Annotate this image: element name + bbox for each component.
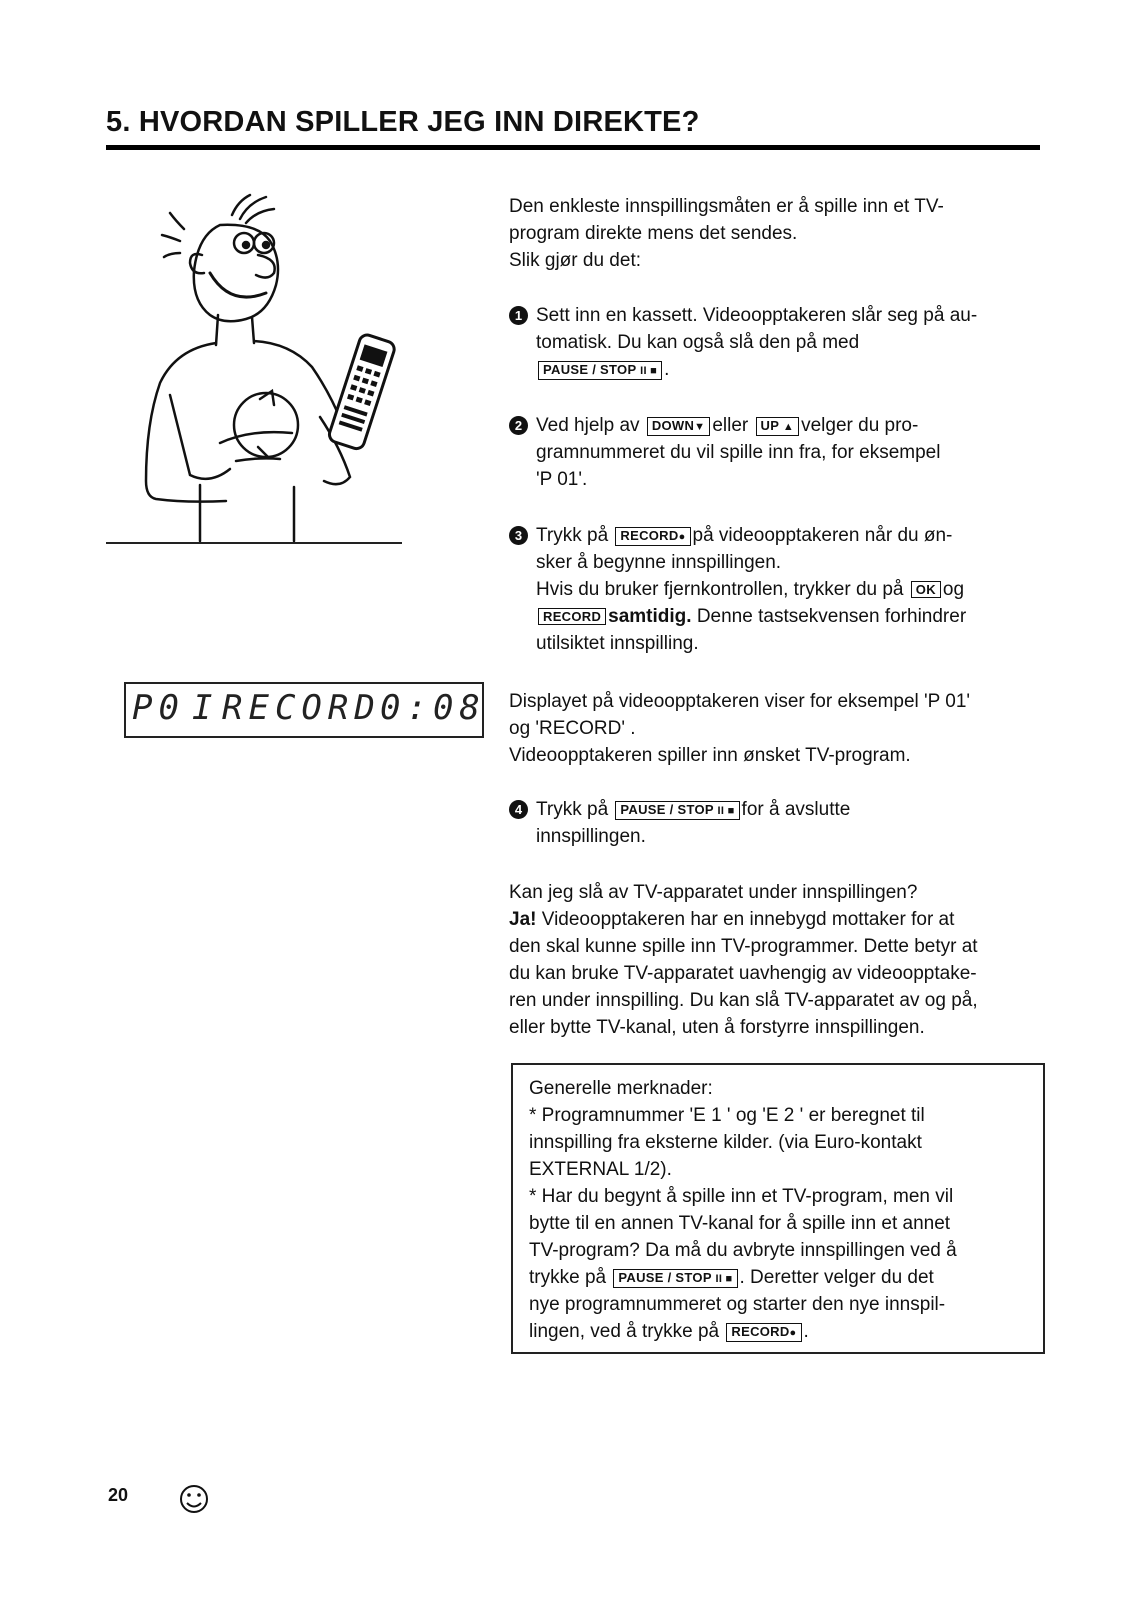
- shirt-logo: [234, 393, 298, 457]
- record-key: RECORD●: [726, 1323, 801, 1342]
- step-number: 3: [509, 526, 528, 545]
- step-number: 1: [509, 306, 528, 325]
- illustration-baseline: [106, 542, 402, 544]
- pause-stop-key: PAUSE / STOP II ■: [538, 361, 662, 380]
- display-channel: P0: [132, 688, 185, 728]
- page-number: 20: [108, 1485, 129, 1505]
- pause-stop-key: PAUSE / STOP II ■: [615, 801, 739, 820]
- display-word: RECORD: [222, 688, 381, 728]
- step-1: 1 Sett inn en kassett. Videoopptakeren slår seg på au- tomatisk. Du kan også slå den på med PAUSE / STOP II ■ .: [509, 302, 977, 383]
- title-rule: [106, 145, 1040, 150]
- qa-section: Kan jeg slå av TV-apparatet under innspillingen? Ja! Videoopptakeren har en innebygd mottaker for at den skal kunne spille inn TV-programmer. Dette betyr at du kan bruke TV-apparatet uavhengig av videoopptake- ren under innspilling. Du kan slå TV-apparatet av og på, eller bytte TV-kanal, uten å forstyrre innspillingen.: [509, 882, 978, 1038]
- step-4: 4 Trykk på PAUSE / STOP II ■ for å avslutte innspillingen.: [509, 796, 850, 850]
- display-explanation: Displayet på videoopptakeren viser for eksempel 'P 01' og 'RECORD' . Videoopptakeren spiller inn ønsket TV-program.: [509, 691, 971, 766]
- record-key: RECORD●: [615, 527, 690, 546]
- motion-lines: [162, 213, 184, 257]
- remote-control: [327, 333, 396, 451]
- general-notes-box: Generelle merknader: * Programnummer 'E 1 ' og 'E 2 ' er beregnet til innspilling fra eksterne kilder. (via Euro-kontakt EXTERNAL 1/2). * Har du begynt å spille inn et TV-program, men vil bytte til en annen TV-kanal for å spille inn et annet TV-program? Da må du avbryte innspillingen ved å trykke på PAUSE / STOP II ■ . Deretter velger du det nye programnummeret og starter den nye innspil- lingen, ved å trykke på RECORD● .: [511, 1063, 1045, 1354]
- page-title: 5. HVORDAN SPILLER JEG INN DIREKTE?: [106, 106, 700, 138]
- intro-text: Den enkleste innspillingsmåten er å spille inn et TV- program direkte mens det sendes. Slik gjør du det:: [509, 196, 944, 271]
- vcr-display: [124, 682, 484, 738]
- step-number: 2: [509, 416, 528, 435]
- step-3: 3 Trykk på RECORD● på videoopptakeren når du øn- sker å begynne innspillingen. Hvis du bruker fjernkontrollen, trykker du på OK og RECORD samtidig. Denne tastsekvensen forhindrer utilsiktet innspilling.: [509, 522, 966, 657]
- ok-key: OK: [911, 581, 941, 598]
- display-mark: I: [192, 688, 219, 728]
- record-key-remote: RECORD: [538, 608, 606, 625]
- nose: [256, 255, 275, 278]
- up-key: UP ▲: [756, 417, 800, 436]
- left-arm: [170, 395, 230, 479]
- legs: [200, 485, 294, 541]
- down-key: DOWN▼: [647, 417, 711, 436]
- step-2: 2 Ved hjelp av DOWN▼ eller UP ▲ velger du pro- gramnummeret du vil spille inn fra, for eksempel 'P 01'.: [509, 412, 940, 493]
- smiley-icon: [176, 1481, 212, 1517]
- pause-stop-key: PAUSE / STOP II ■: [613, 1269, 737, 1288]
- hair-strokes: [232, 195, 274, 223]
- man-with-remote-illustration: [140, 185, 440, 545]
- step-number: 4: [509, 800, 528, 819]
- display-time: 0:08: [380, 688, 486, 728]
- logo-arrows: [258, 391, 274, 457]
